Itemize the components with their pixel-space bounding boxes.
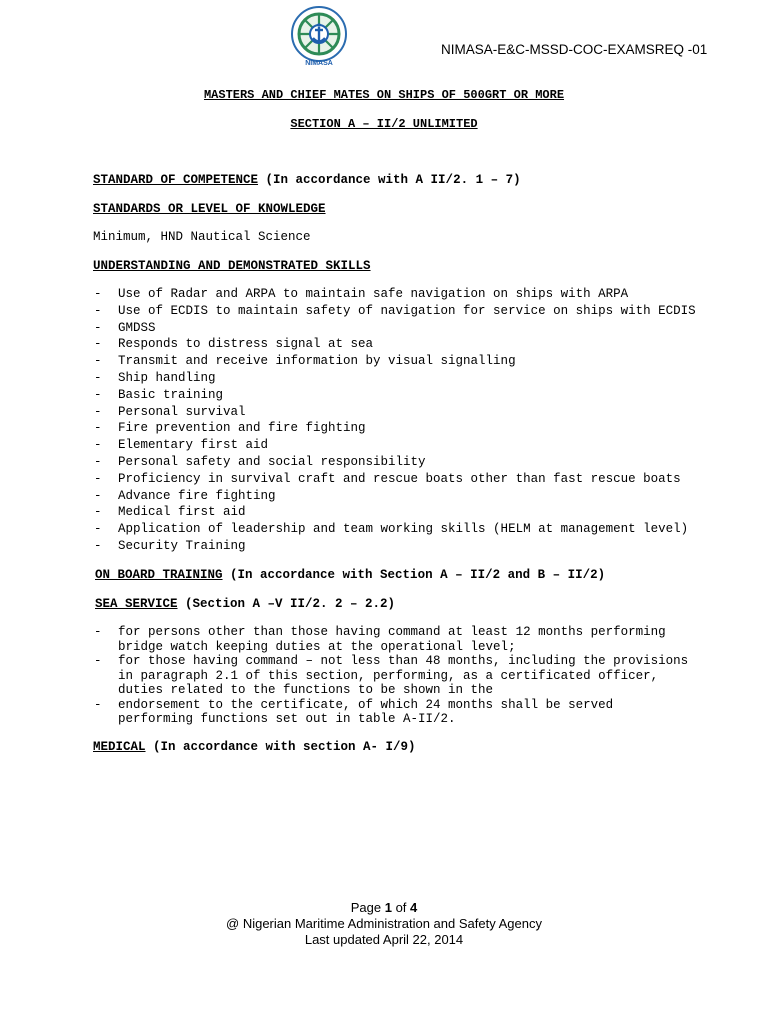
on-board-training-label: ON BOARD TRAINING	[95, 568, 223, 582]
list-item: - Use of ECDIS to maintain safety of navigation for service on ships with ECDIS	[93, 303, 696, 320]
list-item: - Medical first aid	[93, 504, 696, 521]
skills-heading: UNDERSTANDING AND DEMONSTRATED SKILLS	[93, 259, 371, 273]
standard-of-competence-label: STANDARD OF COMPETENCE	[93, 173, 259, 187]
list-item: - Advance fire fighting	[93, 488, 696, 505]
medical-note: (In accordance with section A- I/9)	[145, 740, 416, 754]
sea-service-note: (Section A –V II/2. 2 – 2.2)	[177, 597, 396, 611]
list-item: - Elementary first aid	[93, 437, 696, 454]
list-item: - Responds to distress signal at sea	[93, 336, 696, 353]
list-item: - Transmit and receive information by visual signalling	[93, 353, 696, 370]
list-item: - Personal survival	[93, 404, 696, 421]
current-page: 1	[384, 900, 392, 915]
skills-list	[93, 286, 696, 555]
total-pages: 4	[410, 900, 418, 915]
list-item: - endorsement to the certificate, of which 24 months shall be served performing functions set out in table A-II/2.	[93, 698, 693, 727]
list-item: - for those having command – not less than 48 months, including the provisions in paragraph 2.1 of this section, performing, as a certificated officer, duties related to the functions to be shown in the	[93, 654, 693, 698]
agency-credit: @ Nigerian Maritime Administration and Safety Agency	[226, 916, 542, 931]
list-item: - for persons other than those having command at least 12 months performing bridge watch keeping duties at the operational level;	[93, 625, 693, 654]
page-number	[0, 900, 768, 916]
on-board-training-heading	[95, 568, 605, 582]
sea-service-label: SEA SERVICE	[95, 597, 178, 611]
list-item: - Security Training	[93, 538, 696, 555]
knowledge-text: Minimum, HND Nautical Science	[93, 230, 311, 244]
nimasa-logo	[283, 5, 355, 73]
list-item: - Ship handling	[93, 370, 696, 387]
of-word: of	[391, 900, 411, 915]
document-title: MASTERS AND CHIEF MATES ON SHIPS OF 500GRT OR MORE	[203, 88, 565, 102]
standard-of-competence-heading	[93, 173, 521, 187]
standard-of-competence-note: (In accordance with A II/2. 1 – 7)	[258, 173, 521, 187]
list-item: - Application of leadership and team working skills (HELM at management level)	[93, 521, 696, 538]
sea-service-list	[93, 625, 693, 727]
list-item: - Fire prevention and fire fighting	[93, 420, 696, 437]
list-item: - Personal safety and social responsibility	[93, 454, 696, 471]
list-item: - Basic training	[93, 387, 696, 404]
list-item: - Use of Radar and ARPA to maintain safe navigation on ships with ARPA	[93, 286, 696, 303]
last-updated: Last updated April 22, 2014	[304, 932, 464, 947]
list-item: - GMDSS	[93, 320, 696, 337]
on-board-training-note: (In accordance with Section A – II/2 and B – II/2)	[222, 568, 606, 582]
list-item: - Proficiency in survival craft and rescue boats other than fast rescue boats	[93, 471, 696, 488]
page-word: Page	[350, 900, 385, 915]
document-reference: NIMASA-E&C-MSSD-COC-EXAMSREQ -01	[441, 42, 708, 57]
sea-service-heading	[95, 597, 395, 611]
medical-heading	[93, 740, 416, 754]
medical-label: MEDICAL	[93, 740, 146, 754]
document-subtitle: SECTION A – II/2 UNLIMITED	[290, 117, 478, 131]
knowledge-heading: STANDARDS OR LEVEL OF KNOWLEDGE	[93, 202, 326, 216]
logo-wordmark: NIMASA	[305, 60, 333, 67]
ship-wheel-anchor-icon	[283, 5, 355, 65]
